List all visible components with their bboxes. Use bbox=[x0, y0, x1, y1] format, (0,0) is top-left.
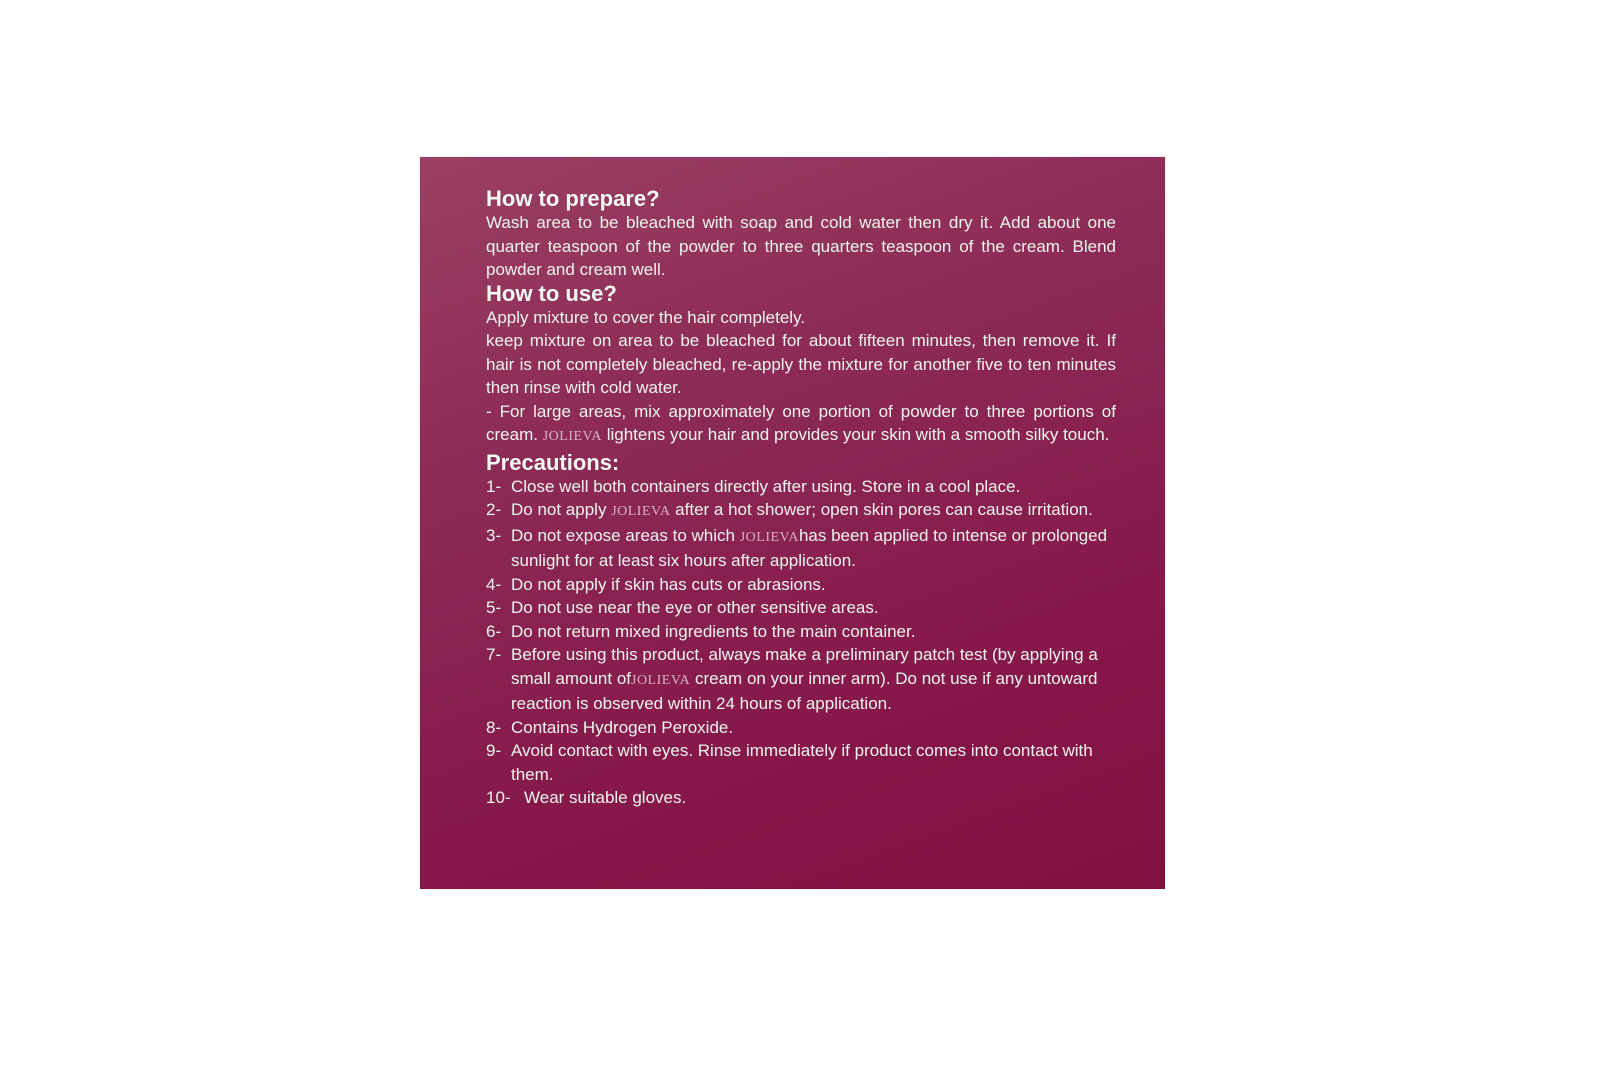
precaution-item: 7- Before using this product, always make a preliminary patch test (by applying a small amount ofJOLIEVA cream on your inner arm). Do not use if any untoward reaction is observed within 24 hours of application. bbox=[486, 645, 1098, 713]
use-paragraph-3-end: lightens your hair and provides your skin with a smooth silky touch. bbox=[606, 425, 1110, 444]
precaution-item: 2- Do not apply JOLIEVA after a hot shower; open skin pores can cause irritation. bbox=[486, 500, 1093, 519]
precaution-item: 4- Do not apply if skin has cuts or abrasions. bbox=[486, 574, 826, 594]
precaution-item: 10- Wear suitable gloves. bbox=[486, 788, 687, 807]
precautions-list bbox=[486, 475, 1116, 810]
instruction-card bbox=[420, 157, 1165, 889]
use-line-1: Apply mixture to cover the hair completely. bbox=[486, 307, 806, 327]
precaution-item: 6- Do not return mixed ingredients to the main container. bbox=[486, 621, 916, 641]
precautions-heading: Precautions: bbox=[486, 449, 620, 475]
use-paragraph-3 bbox=[486, 400, 1116, 449]
precaution-item: 1- Close well both containers directly after using. Store in a cool place. bbox=[486, 476, 1021, 496]
precaution-item: 3- Do not expose areas to which JOLIEVAhas been applied to intense or prolonged sunlight for at least six hours after application. bbox=[486, 525, 1108, 570]
use-heading: How to use? bbox=[486, 280, 617, 306]
use-paragraph-3-start: - For large areas, mix approximately one portion of powder to three portions of cream. bbox=[486, 401, 1116, 444]
brand-logo-text: JOLIEVA bbox=[611, 504, 671, 519]
brand-logo-text: JOLIEVA bbox=[739, 529, 799, 545]
brand-logo-text: JOLIEVA bbox=[542, 429, 602, 444]
use-paragraph-2: keep mixture on area to be bleached for about fifteen minutes, then remove it. If hair is not completely bleached, re-apply the mixture for another five to ten minutes then rinse with cold water. bbox=[486, 331, 1116, 397]
prepare-text: Wash area to be bleached with soap and cold water then dry it. Add about one quarter teaspoon of the powder to three quarters teaspoon of the cream. Blend powder and cream well. bbox=[486, 213, 1116, 279]
precaution-item: 5- Do not use near the eye or other sensitive areas. bbox=[486, 598, 879, 617]
brand-logo-text: JOLIEVA bbox=[631, 672, 691, 688]
precaution-item: 8- Contains Hydrogen Peroxide. bbox=[486, 717, 734, 737]
instructions-content bbox=[486, 187, 1116, 810]
prepare-heading: How to prepare? bbox=[486, 186, 660, 211]
precaution-item: 9- Avoid contact with eyes. Rinse immediately if product comes into contact with them. bbox=[486, 741, 1093, 784]
